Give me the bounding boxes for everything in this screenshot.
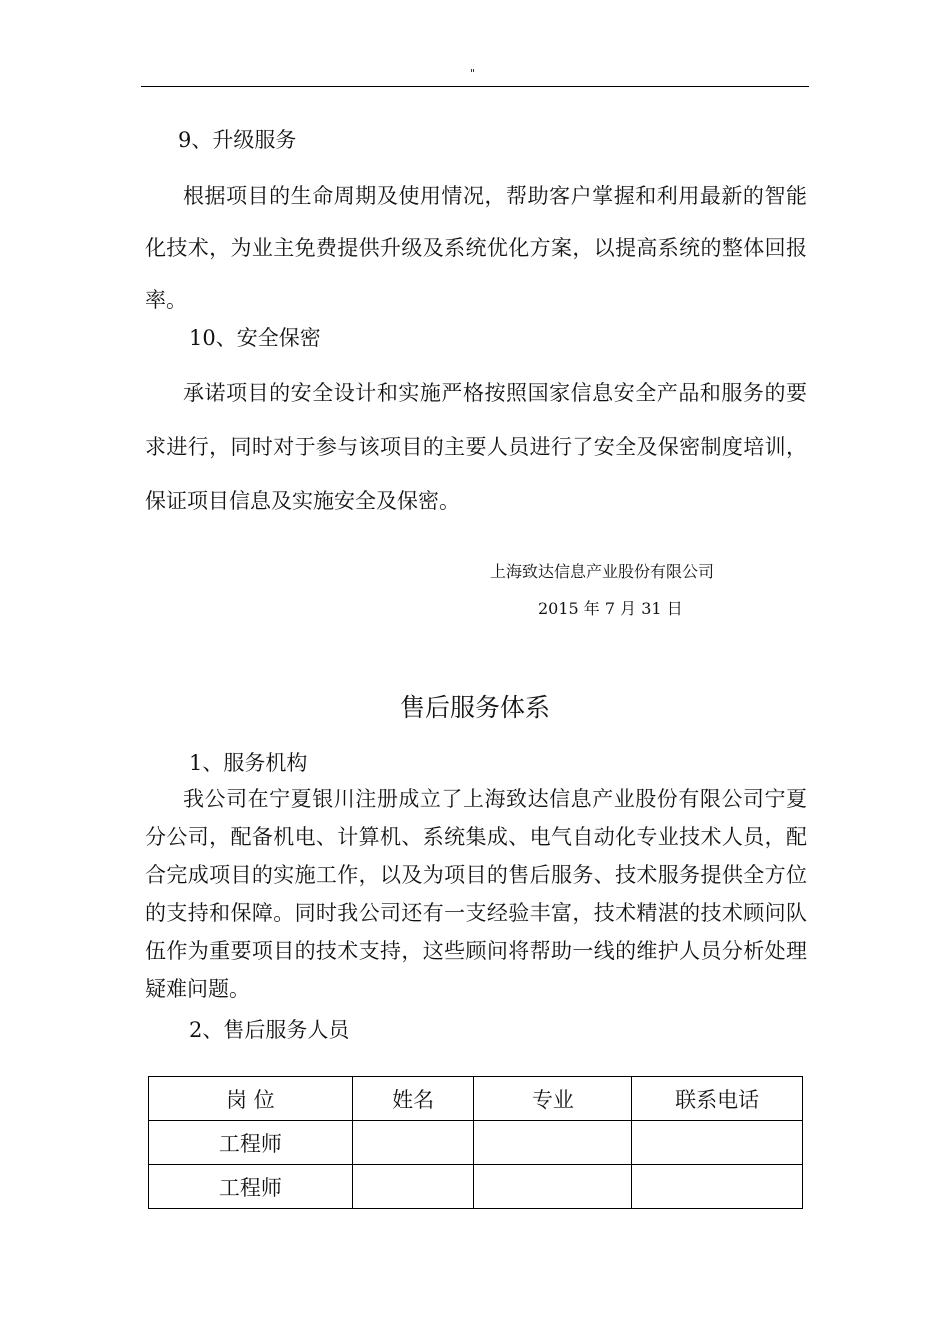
signature-date: 2015 年 7 月 31 日 bbox=[538, 599, 683, 618]
service-staff-heading: 2、售后服务人员 bbox=[189, 1018, 350, 1042]
service-org-body: 我公司在宁夏银川注册成立了上海致达信息产业股份有限公司宁夏分公司，配备机电、计算机、系统集成、电气自动化专业技术人员，配合完成项目的实施工作，以及为项目的售后服务、技术服务提供全方位的支持和保障。同时我公司还有一支经验丰富，技术精湛的技术顾问队伍作为重要项目的技术支持，这些顾问将帮助一线的维护人员分析处理疑难问题。 bbox=[145, 787, 807, 1001]
header-phone: 联系电话 bbox=[632, 1077, 803, 1121]
section-9-body: 根据项目的生命周期及使用情况，帮助客户掌握和利用最新的智能化技术，为业主免费提供升级及系统优化方案，以提高系统的整体回报率。 bbox=[145, 184, 807, 312]
section-10-body: 承诺项目的安全设计和实施严格按照国家信息安全产品和服务的要求进行，同时对于参与该项目的主要人员进行了安全及保密制度培训，保证项目信息及实施安全及保密。 bbox=[145, 381, 807, 513]
cell-specialty bbox=[474, 1165, 632, 1209]
cell-phone bbox=[632, 1165, 803, 1209]
cell-specialty bbox=[474, 1121, 632, 1165]
cell-phone bbox=[632, 1121, 803, 1165]
table-row bbox=[149, 1165, 803, 1209]
table-row bbox=[149, 1121, 803, 1165]
service-org-heading: 1、服务机构 bbox=[189, 751, 308, 775]
header-rule bbox=[141, 86, 809, 87]
header-mark: " bbox=[470, 67, 476, 80]
header-name: 姓名 bbox=[352, 1077, 474, 1121]
cell-position: 工程师 bbox=[149, 1121, 353, 1165]
staff-table-header bbox=[149, 1077, 803, 1121]
header-specialty: 专业 bbox=[474, 1077, 632, 1121]
cell-name bbox=[352, 1165, 474, 1209]
header-position: 岗 位 bbox=[149, 1077, 353, 1121]
staff-table bbox=[148, 1076, 803, 1209]
cell-position: 工程师 bbox=[149, 1165, 353, 1209]
signature-company: 上海致达信息产业股份有限公司 bbox=[490, 562, 715, 581]
after-sales-title: 售后服务体系 bbox=[399, 693, 550, 722]
section-10-heading: 10、安全保密 bbox=[189, 326, 321, 350]
cell-name bbox=[352, 1121, 474, 1165]
section-9-heading: 9、升级服务 bbox=[178, 128, 297, 152]
